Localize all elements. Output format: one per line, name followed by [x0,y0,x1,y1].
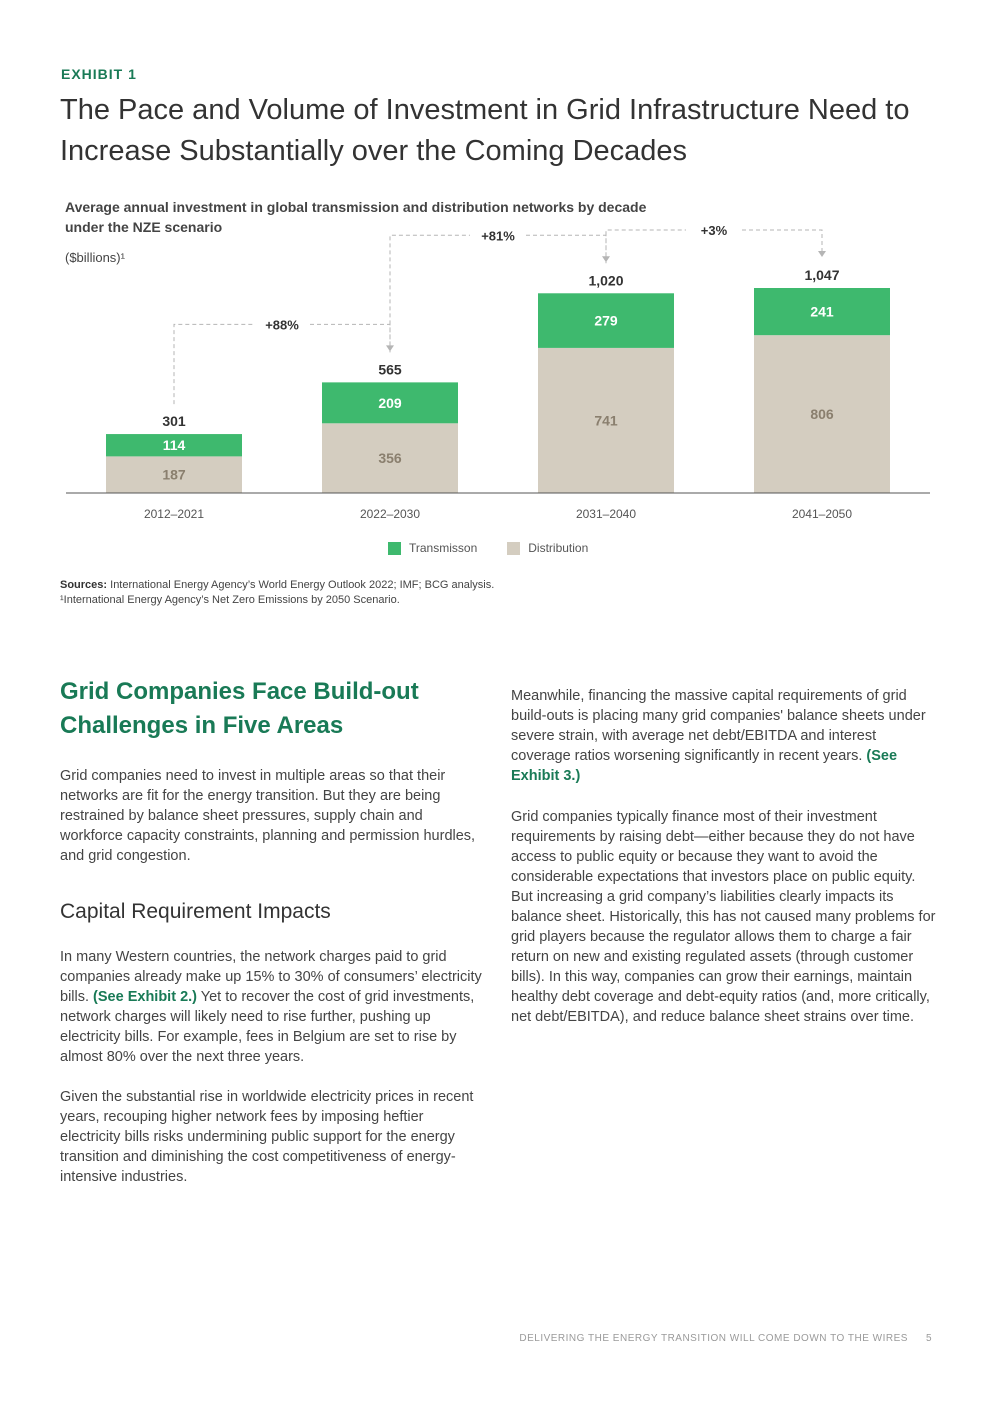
see-exhibit-2-link[interactable]: (See Exhibit 2.) [93,989,197,1005]
sources-footnote: ¹International Energy Agency’s Net Zero Emissions by 2050 Scenario. [60,594,400,606]
total-label: 565 [378,361,402,378]
data-label-transmission: 209 [378,394,402,411]
page-footer [519,1333,932,1344]
data-label-distribution: 741 [594,412,618,429]
legend-item-distribution [507,541,588,555]
growth-label: +3% [700,223,728,238]
electricity-prices-paragraph: Given the substantial rise in worldwide electricity prices in recent years, recouping higher network fees by imposing heftier electricity bills risks undermining public support for the energy transition and diminishing the cost competitiveness of energy-intensive industries. [60,1089,474,1185]
data-label-distribution: 806 [810,406,834,423]
sources-line [60,578,940,593]
footer-title: DELIVERING THE ENERGY TRANSITION WILL COME DOWN TO THE WIRES [519,1333,908,1344]
x-tick-label: 2022–2030 [359,507,421,521]
p3-text: Meanwhile, financing the massive capital requirements of grid build-outs is placing many grid companies' balance sheets under severe strain, with average net debt/EBITDA and interest coverage ratios worsening significantly in recent years. [511,688,926,764]
sources-text: International Energy Agency’s World Energy Outlook 2022; IMF; BCG analysis. [107,579,495,591]
chart-sources [60,578,940,608]
data-label-distribution: 356 [378,450,402,467]
page-number: 5 [925,1333,932,1344]
growth-label: +81% [481,228,515,244]
sources-label: Sources: [60,579,108,591]
x-tick-label: 2031–2040 [575,507,637,521]
data-label-transmission: 114 [162,437,186,454]
data-label-transmission: 279 [594,312,618,329]
growth-label: +88% [265,317,299,333]
total-label: 1,047 [804,267,840,283]
see-exhibit-3-link[interactable]: (See Exhibit 3.) [511,748,898,784]
data-label-distribution: 187 [162,466,186,483]
legend-label-transmission: Transmisson [409,541,478,555]
data-label-transmission: 241 [810,303,834,320]
legend-label-distribution: Distribution [528,541,589,555]
total-label: 1,020 [588,272,624,289]
capital-requirement-heading: Capital Requirement Impacts [60,900,331,923]
chart-unit: ($billions)¹ [65,250,125,265]
debt-finance-paragraph: Grid companies typically finance most of their investment requirements by raising debt—either because they do not have access to public equity or because they want to avoid the considerable expectations that investors place on public equity. But increasing a grid company’s liabilities clearly impacts its balance sheet. Historically, this has not caused many problems for grid players because the regulator allows them to charge a fair return on new and existing regulated assets (through customer bills). In this way, companies can grow their earnings, maintain healthy debt coverage and debt-equity ratios (and, more critically, net debt/EBITDA), and reduce balance sheet strains over time. [511,809,936,1025]
x-tick-label: 2041–2050 [791,507,853,521]
exhibit-title: The Pace and Volume of Investment in Grid Infrastructure Need to Increase Substantially over the Coming Decades [60,94,910,167]
financing-paragraph [511,686,936,786]
distribution-swatch [507,542,520,555]
total-label: 301 [162,413,186,430]
chart-subtitle: Average annual investment in global transmission and distribution networks by decade under the NZE scenario [65,199,647,235]
chart-legend [388,541,588,555]
transmission-swatch [388,542,401,555]
investment-bar-chart [0,0,992,540]
section-heading: Grid Companies Face Build-out Challenges in Five Areas [60,678,419,739]
intro-paragraph: Grid companies need to invest in multiple areas so that their networks are fit for the energy transition. But they are being restrained by balance sheet pressures, supply chain and workforce capacity constraints, planning and permission hurdles, and grid congestion. [60,768,476,864]
network-charges-paragraph [60,947,485,1067]
exhibit-label: EXHIBIT 1 [61,66,137,82]
legend-item-transmission [388,541,477,555]
p1-text-a: In many Western countries, the network charges paid to grid companies already make up 15% to 30% of consumers’ electricity bills. [60,949,482,1005]
growth-arrow-head [818,251,826,257]
x-tick-label: 2012–2021 [143,507,205,521]
p1-text-b: Yet to recover the cost of grid investments, network charges will likely need to rise further, pushing up electricity bills. For example, fees in Belgium are set to rise by almost 80% over the next three years. [60,989,475,1065]
